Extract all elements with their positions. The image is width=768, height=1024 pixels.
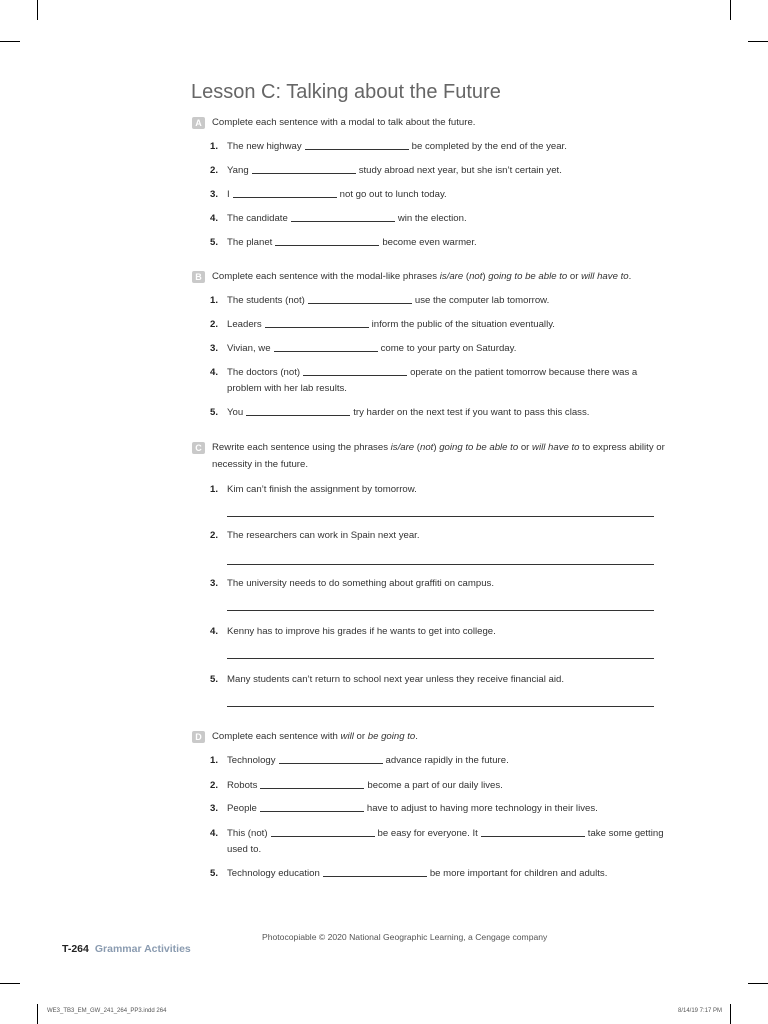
item-text: Technology education — [227, 868, 320, 879]
item-number: 2. — [210, 319, 219, 330]
item-text: study abroad next year, but she isn’t certain yet. — [358, 165, 562, 176]
item-number: 1. — [210, 141, 219, 152]
crop-mark — [730, 1004, 731, 1024]
answer-blank[interactable] — [246, 404, 350, 416]
item-text: The candidate — [227, 213, 288, 224]
item-text: Technology — [227, 755, 276, 766]
exercise-item — [210, 186, 447, 203]
exercise-item — [210, 138, 567, 155]
exercise-item — [210, 364, 637, 381]
answer-line[interactable] — [227, 564, 654, 565]
item-text: The students (not) — [227, 295, 305, 306]
item-number: 5. — [210, 868, 219, 879]
item-text: Leaders — [227, 319, 262, 330]
crop-mark — [748, 983, 768, 984]
item-number: 3. — [210, 343, 219, 354]
item-number: 1. — [210, 484, 219, 495]
item-number: 2. — [210, 780, 219, 791]
answer-blank[interactable] — [260, 777, 364, 789]
item-text: Robots — [227, 780, 258, 791]
exercise-item — [210, 623, 496, 640]
item-text: The researchers can work in Spain next year. — [227, 530, 420, 541]
answer-blank[interactable] — [233, 186, 337, 198]
section-badge: D — [192, 731, 205, 743]
item-text: become even warmer. — [382, 237, 477, 248]
item-text: try harder on the next test if you want to pass this class. — [353, 407, 590, 418]
item-text: Yang — [227, 165, 249, 176]
answer-blank[interactable] — [265, 316, 369, 328]
answer-blank[interactable] — [308, 292, 412, 304]
item-text: Kenny has to improve his grades if he wants to get into college. — [227, 626, 496, 637]
answer-blank[interactable] — [303, 364, 407, 376]
item-text: The doctors (not) — [227, 367, 301, 378]
item-number: 1. — [210, 755, 219, 766]
item-text: win the election. — [397, 213, 467, 224]
section-instruction: Complete each sentence with will or be going to. — [212, 731, 418, 742]
exercise-item — [210, 316, 555, 333]
crop-mark — [748, 41, 768, 42]
page-number: T-264 — [62, 943, 89, 955]
exercise-item — [210, 800, 598, 817]
answer-blank[interactable] — [291, 210, 395, 222]
item-text: The planet — [227, 237, 273, 248]
item-number: 3. — [210, 578, 219, 589]
item-text: operate on the patient tomorrow because there was a — [410, 367, 638, 378]
exercise-item — [210, 527, 420, 544]
item-number: 4. — [210, 828, 219, 839]
item-text: The new highway — [227, 141, 302, 152]
item-text: come to your party on Saturday. — [380, 343, 517, 354]
answer-line[interactable] — [227, 516, 654, 517]
item-number: 4. — [210, 626, 219, 637]
answer-line[interactable] — [227, 610, 654, 611]
item-text: take some getting — [587, 828, 664, 839]
section-badge: C — [192, 442, 205, 454]
answer-blank[interactable] — [252, 162, 356, 174]
exercise-item — [210, 671, 564, 688]
exercise-item — [210, 340, 516, 357]
section-instruction: Complete each sentence with a modal to talk about the future. — [212, 117, 476, 128]
item-text: This (not) — [227, 828, 268, 839]
answer-blank[interactable] — [275, 234, 379, 246]
answer-blank[interactable] — [279, 752, 383, 764]
exercise-item — [210, 481, 417, 498]
item-text: be easy for everyone. It — [377, 828, 478, 839]
crop-mark — [37, 0, 38, 20]
answer-blank[interactable] — [481, 825, 585, 837]
crop-mark — [730, 0, 731, 20]
item-text: You — [227, 407, 244, 418]
item-number: 4. — [210, 213, 219, 224]
exercise-item — [210, 825, 664, 842]
crop-mark — [0, 41, 20, 42]
item-text: advance rapidly in the future. — [385, 755, 509, 766]
item-number: 2. — [210, 530, 219, 541]
exercise-item — [210, 210, 467, 227]
answer-blank[interactable] — [323, 865, 427, 877]
item-text: inform the public of the situation eventually. — [371, 319, 555, 330]
page-footer-label — [62, 943, 191, 955]
answer-blank[interactable] — [274, 340, 378, 352]
answer-blank[interactable] — [271, 825, 375, 837]
section-instruction: Rewrite each sentence using the phrases is/are (not) going to be able to or will have to to express ability or — [212, 442, 665, 453]
answer-blank[interactable] — [305, 138, 409, 150]
item-number: 3. — [210, 189, 219, 200]
exercise-item — [210, 404, 589, 421]
item-text: People — [227, 803, 257, 814]
item-number: 2. — [210, 165, 219, 176]
item-continuation: used to. — [227, 844, 262, 855]
exercise-item — [210, 777, 503, 794]
item-number: 1. — [210, 295, 219, 306]
section-instruction: Complete each sentence with the modal-like phrases is/are (not) going to be able to or will have to. — [212, 271, 632, 282]
copyright-notice: Photocopiable © 2020 National Geographic Learning, a Cengage company — [262, 932, 548, 942]
exercise-item — [210, 575, 494, 592]
exercise-item — [210, 162, 562, 179]
item-text: become a part of our daily lives. — [367, 780, 503, 791]
exercise-item — [210, 292, 549, 309]
answer-line[interactable] — [227, 658, 654, 659]
page-title: Lesson C: Talking about the Future — [191, 81, 501, 103]
item-text: Kim can’t finish the assignment by tomorrow. — [227, 484, 417, 495]
crop-mark — [0, 983, 20, 984]
answer-line[interactable] — [227, 706, 654, 707]
item-text: have to adjust to having more technology in their lives. — [366, 803, 598, 814]
crop-mark — [37, 1004, 38, 1024]
item-text: be completed by the end of the year. — [411, 141, 567, 152]
exercise-item — [210, 865, 607, 882]
exercise-item — [210, 234, 477, 251]
section-badge: A — [192, 117, 205, 129]
item-number: 5. — [210, 237, 219, 248]
item-text: use the computer lab tomorrow. — [414, 295, 550, 306]
item-text: Many students can’t return to school next year unless they receive financial aid. — [227, 674, 565, 685]
item-text: The university needs to do something about graffiti on campus. — [227, 578, 495, 589]
item-text: not go out to lunch today. — [339, 189, 447, 200]
item-number: 5. — [210, 407, 219, 418]
answer-blank[interactable] — [260, 800, 364, 812]
item-text: be more important for children and adults. — [429, 868, 608, 879]
item-number: 5. — [210, 674, 219, 685]
section-badge: B — [192, 271, 205, 283]
exercise-item — [210, 752, 509, 769]
page-section-name: Grammar Activities — [94, 943, 191, 955]
item-text: I — [227, 189, 230, 200]
print-slug-file: WE3_TB3_EM_GW_241_264_PP3.indd 264 — [47, 1008, 167, 1014]
item-number: 4. — [210, 367, 219, 378]
item-text: Vivian, we — [227, 343, 271, 354]
item-number: 3. — [210, 803, 219, 814]
print-slug-date: 8/14/19 7:17 PM — [678, 1008, 723, 1014]
item-continuation: problem with her lab results. — [227, 383, 347, 394]
